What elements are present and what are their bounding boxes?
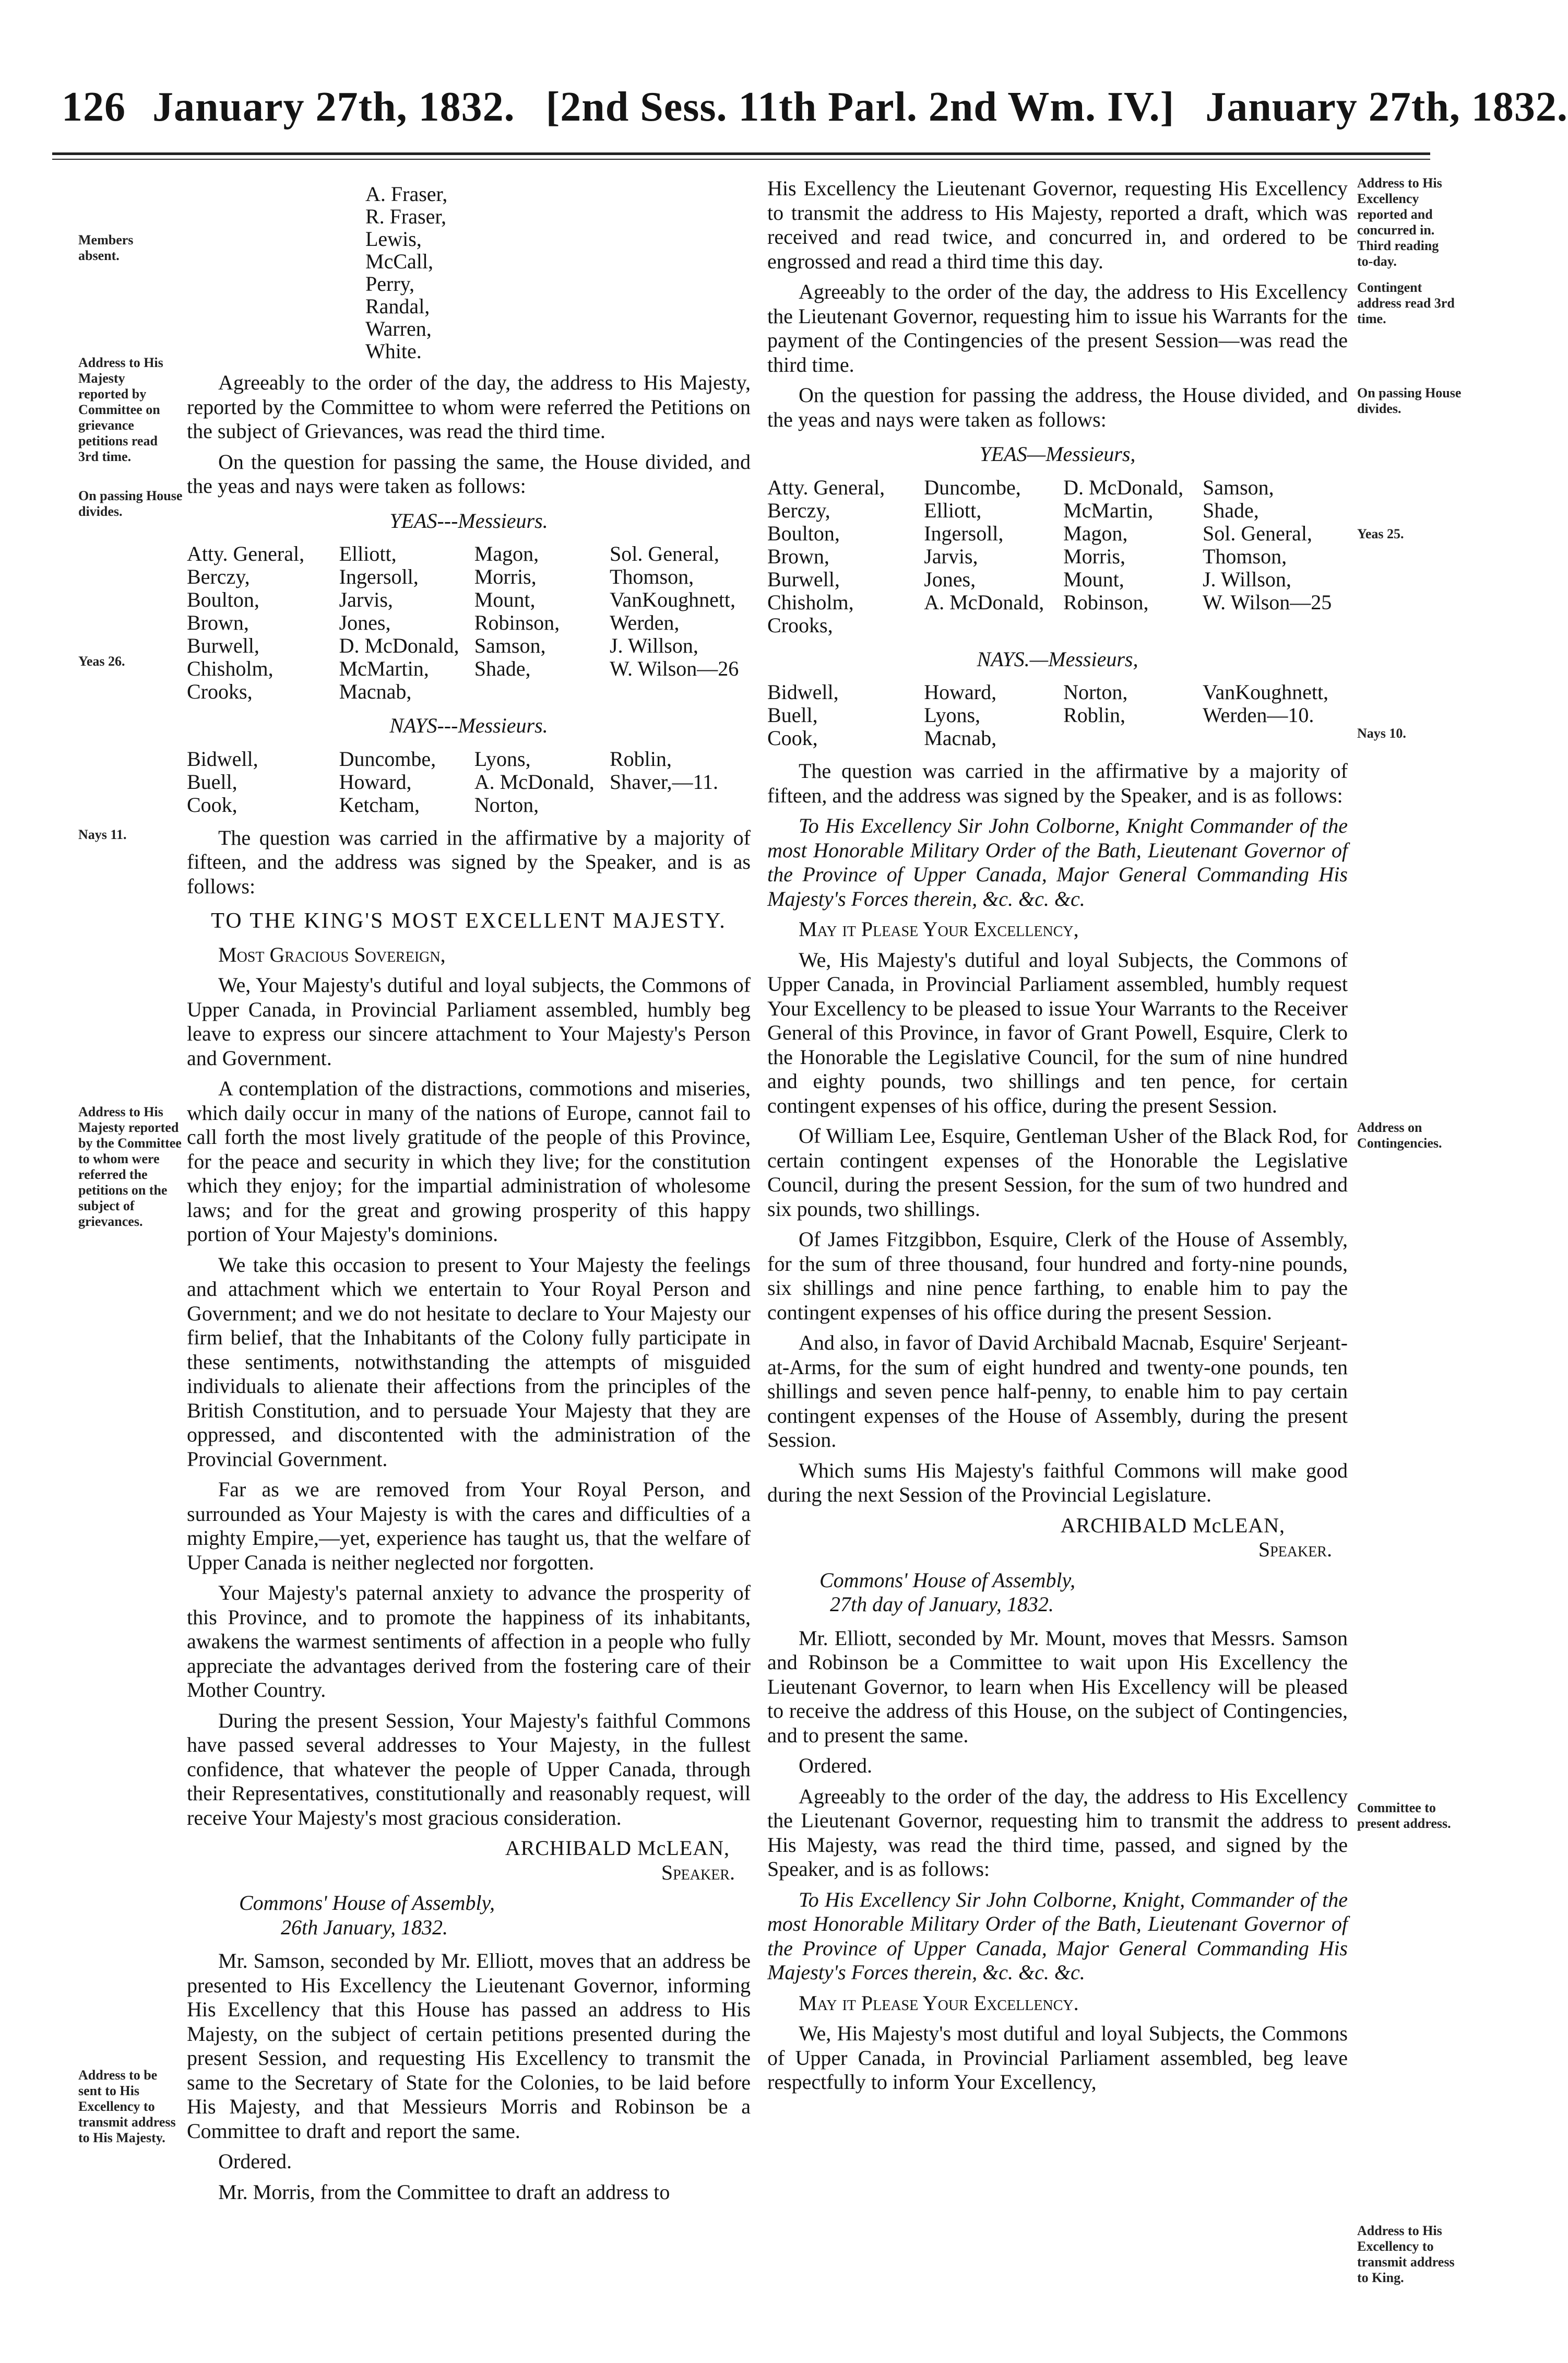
- vote-name: Sol. General,: [609, 542, 719, 565]
- dateline-date: 26th January, 1832.: [281, 1915, 448, 1939]
- salutation-excellency-2: May it Please Your Excellency.: [799, 1991, 1079, 2015]
- vote-name: Sol. General,: [1202, 521, 1312, 545]
- vote-name: Howard,: [339, 770, 412, 794]
- paragraph-morris: Mr. Morris, from the Committee to draft an address to: [218, 2180, 670, 2204]
- yeas-list: [187, 542, 751, 703]
- right-column: [767, 176, 1348, 2101]
- absent-member: R. Fraser,: [365, 205, 447, 228]
- vote-name: Atty. General,: [187, 542, 305, 565]
- vote-name: Bidwell,: [187, 747, 258, 771]
- vote-name: Boulton,: [767, 521, 840, 545]
- vote-name: Chisholm,: [187, 657, 274, 680]
- paragraph-question: On the question for passing the same, the House divided, and the yeas and nays were taken as follows:: [187, 450, 751, 498]
- vote-name: Burwell,: [187, 634, 259, 657]
- vote-name: Buell,: [767, 703, 818, 727]
- vote-name: Atty. General,: [767, 475, 885, 499]
- paragraph-excellency-1: We, His Majesty's dutiful and loyal Subjects, the Commons of Upper Canada, in Provincial Parliament assembled, humbly request Your Excellency to be pleased to issue Your Warrants to the Receiver General of this Province, in favor of Grant Powell, Esquire, Clerk to the Honorable the Legislative Council, for the sum of nine hundred and eighty pounds, two shillings and ten pence, for certain contingent expenses of his office, during the present Session.: [767, 948, 1348, 1117]
- vote-name: Cook,: [187, 793, 237, 817]
- absent-member: A. Fraser,: [365, 182, 448, 206]
- address-heading-2: To His Excellency Sir John Colborne, Knight, Commander of the most Honorable Military Order of the Bath, Lieutenant Governor of the Province of Upper Canada, Major General Commanding His Majesty's Forces therein, &c. &c. &c.: [767, 1887, 1348, 1984]
- vote-name: Shade,: [474, 657, 531, 680]
- vote-name: Morris,: [1063, 544, 1125, 568]
- running-header: [62, 84, 1568, 146]
- vote-name: Berczy,: [187, 565, 250, 588]
- dateline-house-2: Commons' House of Assembly,: [819, 1568, 1076, 1592]
- vote-name: J. Willson,: [609, 634, 698, 657]
- margin-note-contingencies: Address on Contingencies.: [1357, 1120, 1442, 1151]
- vote-name: Magon,: [474, 542, 539, 565]
- paragraph-agreeably-contingencies: Agreeably to the order of the day, the address to His Excellency the Lieutenant Governor, requesting him to issue his Warrants for the payment of the Contingencies of the present Session—was read the third time.: [767, 280, 1348, 376]
- paragraph-samson-motion: Mr. Samson, seconded by Mr. Elliott, moves that an address be presented to His Excellency the Lieutenant Governor, informing His Excellency that this House has passed an address to His Majesty, on the subject of certain petitions presented during the present Session, and requesting His Excellency to transmit the same to the Secretary of State for the Colonies, to be laid before His Majesty, and that Messieurs Morris and Robinson be a Committee to draft and report the same.: [187, 1949, 751, 2143]
- vote-name: Robinson,: [1063, 590, 1149, 614]
- margin-note-yeas-26: Yeas 26.: [78, 654, 125, 669]
- paragraph-carried-2: The question was carried in the affirmative by a majority of fifteen, and the address was signed by the Speaker, and is as follows:: [767, 759, 1348, 807]
- yeas-list-2: [767, 476, 1348, 637]
- address-heading-1: To His Excellency Sir John Colborne, Knight Commander of the most Honorable Military Order of the Bath, Lieutenant Governor of the Province of Upper Canada, Major General Commanding His Majesty's Forces therein, &c. &c. &c.: [767, 814, 1348, 911]
- paragraph-king-3: We take this occasion to present to Your Majesty the feelings and attachment which we entertain to Your Royal Person and Government; and we do not hesitate to declare to Your Majesty our firm belief, that the Inhabitants of the Colony fully participate in these sentiments, notwithstanding the attempts of misguided individuals to alienate their affections from the principles of the British Constitution, and to persuade Your Majesty that they are oppressed, and discontented with the administration of the Provincial Government.: [187, 1253, 751, 1471]
- margin-note-transmit-king: Address to His Excellency to transmit address to King.: [1357, 2223, 1455, 2285]
- margin-note-reported-concurred: Address to His Excellency reported and concurred in. Third reading to-day.: [1357, 175, 1442, 269]
- vote-name: Cook,: [767, 726, 818, 750]
- vote-name: Crooks,: [187, 680, 253, 703]
- nays-list: [187, 748, 751, 817]
- header-rule-thick: [52, 152, 1430, 155]
- vote-name: VanKoughnett,: [1202, 680, 1329, 704]
- vote-name: Jarvis,: [339, 588, 393, 611]
- address-title-king: TO THE KING'S MOST EXCELLENT MAJESTY.: [211, 909, 727, 933]
- vote-name: Ketcham,: [339, 793, 420, 817]
- signature-name: ARCHIBALD McLEAN,: [505, 1836, 730, 1860]
- vote-name: Jones,: [924, 567, 976, 591]
- paragraph-excellency-5: Which sums His Majesty's faithful Commons will make good during the next Session of the Provincial Legislature.: [767, 1458, 1348, 1506]
- vote-name: Robinson,: [474, 611, 560, 634]
- margin-note-passing-right: On passing House divides.: [1357, 385, 1462, 416]
- paragraph-king-1: We, Your Majesty's dutiful and loyal subjects, the Commons of Upper Canada, in Provincial Parliament assembled, humbly beg leave to express our sincere attachment to Your Majesty's Person and Government.: [187, 973, 751, 1070]
- vote-name: Magon,: [1063, 521, 1128, 545]
- paragraph-last: We, His Majesty's most dutiful and loyal Subjects, the Commons of Upper Canada, in Provincial Parliament assembled, beg leave respectfully to inform Your Excellency,: [767, 2022, 1348, 2094]
- vote-name: Mount,: [474, 588, 536, 611]
- margin-note-committee: Committee to present address.: [1357, 1800, 1451, 1831]
- dateline-date-2: 27th day of January, 1832.: [830, 1592, 1054, 1616]
- vote-name: Duncombe,: [339, 747, 436, 771]
- vote-name: W. Wilson—25: [1202, 590, 1332, 614]
- absent-member: White.: [365, 339, 422, 363]
- nays-list-2: [767, 681, 1348, 750]
- paragraph-agreeably: Agreeably to the order of the day, the address to His Majesty, reported by the Committee to whom were referred the Petitions on the subject of Grievances, was read the third time.: [187, 371, 751, 443]
- members-absent-list: [365, 183, 574, 362]
- vote-name: Buell,: [187, 770, 237, 794]
- dateline-2: [819, 1568, 1348, 1617]
- vote-name: Roblin,: [609, 747, 672, 771]
- vote-name: Ingersoll,: [339, 565, 419, 588]
- margin-note-yeas-25: Yeas 25.: [1357, 526, 1404, 541]
- vote-name: Shade,: [1202, 498, 1259, 522]
- vote-name: Norton,: [474, 793, 539, 817]
- vote-name: Macnab,: [339, 680, 412, 703]
- vote-name: Samson,: [474, 634, 546, 657]
- paragraph-king-4: Far as we are removed from Your Royal Person, and surrounded as Your Majesty is with the cares and difficulties of a mighty Empire,—yet, experience has taught us, that the welfare of Upper Canada is neither neglected nor forgotten.: [187, 1478, 751, 1574]
- vote-name: Ingersoll,: [924, 521, 1004, 545]
- absent-member: McCall,: [365, 250, 433, 273]
- vote-name: Morris,: [474, 565, 537, 588]
- vote-name: Brown,: [187, 611, 249, 634]
- yeas-heading-2: YEAS—Messieurs,: [979, 442, 1136, 466]
- vote-name: Bidwell,: [767, 680, 839, 704]
- signature-title-2: Speaker.: [1258, 1538, 1332, 1561]
- paragraph-king-6: During the present Session, Your Majesty's faithful Commons have passed several addresses to Your Majesty, in the fullest confidence, that whatever the people of Upper Canada, through their Representatives, constitutionally and reasonably request, will receive Your Majesty's most gracious consideration.: [187, 1708, 751, 1829]
- signature-name-2: ARCHIBALD McLEAN,: [1060, 1513, 1285, 1537]
- vote-name: Burwell,: [767, 567, 840, 591]
- absent-member: Warren,: [365, 317, 432, 340]
- margin-note-nays-11: Nays 11.: [78, 827, 127, 842]
- paragraph-king-2: A contemplation of the distractions, commotions and miseries, which daily occur in many of the nations of Europe, cannot fail to call forth the most lively gratitude of the people of this Province, for the peace and security in which they live; for the constitution which they enjoy; for the impartial administration of wholesome laws; and for the great and growing prosperity of this happy portion of Your Majesty's dominions.: [187, 1077, 751, 1246]
- paragraph-excellency-4: And also, in favor of David Archibald Macnab, Esquire' Serjeant-at-Arms, for the sum of eight hundred and twenty-one pounds, ten shillings and seven pence half-penny, to enable him to pay certain contingent expenses of the House of Assembly, during the present Session.: [767, 1331, 1348, 1451]
- page-number: 126: [62, 84, 126, 130]
- vote-name: D. McDonald,: [1063, 475, 1184, 499]
- paragraph-continued: His Excellency the Lieutenant Governor, requesting His Excellency to transmit the address to His Majesty, reported a draft, which was received and read twice, and concurred in, and ordered to be engrossed and read a third time this day.: [767, 176, 1348, 273]
- absent-member: Perry,: [365, 272, 415, 296]
- signature-title: Speaker.: [661, 1860, 735, 1884]
- yeas-heading: YEAS---Messieurs.: [389, 509, 548, 533]
- vote-name: W. Wilson—26: [609, 657, 739, 680]
- left-column: [187, 371, 751, 2211]
- vote-name: Thomson,: [609, 565, 694, 588]
- vote-name: Jones,: [339, 611, 391, 634]
- header-session: [2nd Sess. 11th Parl. 2nd Wm. IV.]: [545, 84, 1175, 130]
- vote-name: Norton,: [1063, 680, 1128, 704]
- margin-note-passing-left: On passing House divides.: [78, 488, 183, 519]
- header-date-right: January 27th, 1832.: [1205, 84, 1568, 130]
- vote-name: Lyons,: [924, 703, 981, 727]
- vote-name: Lyons,: [474, 747, 531, 771]
- margin-note-members-absent: Members absent.: [78, 232, 134, 263]
- header-rule-thin: [52, 159, 1430, 160]
- vote-name: McMartin,: [1063, 498, 1154, 522]
- vote-name: Jarvis,: [924, 544, 978, 568]
- vote-name: Elliott,: [924, 498, 982, 522]
- paragraph-elliott-motion: Mr. Elliott, seconded by Mr. Mount, moves that Messrs. Samson and Robinson be a Committee to wait upon His Excellency the Lieutenant Governor, to learn when His Excellency will be pleased to receive the address of this House, on the subject of Contingencies, and to present the same.: [767, 1626, 1348, 1747]
- vote-name: Thomson,: [1202, 544, 1287, 568]
- vote-name: Boulton,: [187, 588, 259, 611]
- vote-name: Shaver,—11.: [609, 770, 718, 794]
- dateline: [239, 1891, 751, 1940]
- dateline-house: Commons' House of Assembly,: [239, 1891, 495, 1915]
- ordered: Ordered.: [218, 2149, 292, 2173]
- vote-name: Crooks,: [767, 613, 833, 637]
- vote-name: Roblin,: [1063, 703, 1126, 727]
- vote-name: Brown,: [767, 544, 829, 568]
- paragraph-excellency-3: Of James Fitzgibbon, Esquire, Clerk of the House of Assembly, for the sum of three thousand, four hundred and forty-nine pounds, six shillings and nine pence farthing, to enable him to pay the contingent expenses of his office during the present Session.: [767, 1227, 1348, 1324]
- vote-name: A. McDonald,: [474, 770, 595, 794]
- margin-note-contingent-third: Contingent address read 3rd time.: [1357, 280, 1455, 326]
- vote-name: Werden,: [609, 611, 680, 634]
- vote-name: McMartin,: [339, 657, 429, 680]
- vote-name: Mount,: [1063, 567, 1124, 591]
- vote-name: J. Willson,: [1202, 567, 1291, 591]
- vote-name: Elliott,: [339, 542, 397, 565]
- vote-name: Howard,: [924, 680, 997, 704]
- paragraph-king-5: Your Majesty's paternal anxiety to advance the prosperity of this Province, and to promote the happiness of its inhabitants, awakens the warmest sentiments of affection in a people who fully appreciate the advantages derived from the fostering care of their Mother Country.: [187, 1581, 751, 1702]
- paragraph-agreeably-transmit: Agreeably to the order of the day, the address to His Excellency the Lieutenant Governor, requesting him to transmit the address to His Majesty, was read the third time, passed, and signed by the Speaker, and is as follows:: [767, 1784, 1348, 1881]
- margin-note-address-grievances: Address to His Majesty reported by the Committee to whom were referred the petitions on the subject of grievances.: [78, 1104, 182, 1229]
- paragraph-question-2: On the question for passing the address, the House divided, and the yeas and nays were taken as follows:: [767, 383, 1348, 431]
- vote-name: Duncombe,: [924, 475, 1021, 499]
- vote-name: A. McDonald,: [924, 590, 1044, 614]
- margin-note-address-sent: Address to be sent to His Excellency to transmit address to His Majesty.: [78, 2067, 176, 2145]
- nays-heading: NAYS---Messieurs.: [389, 714, 548, 737]
- margin-note-address-third-reading: Address to His Majesty reported by Committee on grievance petitions read 3rd time.: [78, 355, 163, 464]
- absent-member: Randal,: [365, 294, 430, 318]
- vote-name: Macnab,: [924, 726, 997, 750]
- vote-name: Chisholm,: [767, 590, 854, 614]
- absent-member: Lewis,: [365, 227, 422, 251]
- vote-name: Werden—10.: [1202, 703, 1314, 727]
- margin-note-nays-10: Nays 10.: [1357, 726, 1406, 741]
- nays-heading-2: NAYS.—Messieurs,: [977, 647, 1138, 671]
- paragraph-carried: The question was carried in the affirmative by a majority of fifteen, and the address was signed by the Speaker, and is as follows:: [187, 825, 751, 898]
- vote-name: Berczy,: [767, 498, 830, 522]
- vote-name: Samson,: [1202, 475, 1274, 499]
- salutation-king: Most Gracious Sovereign,: [218, 942, 446, 966]
- paragraph-excellency-2: Of William Lee, Esquire, Gentleman Usher of the Black Rod, for certain contingent expenses of the Honorable the Legislative Council, during the present Session, for the sum of two hundred and six pounds, two shillings.: [767, 1124, 1348, 1221]
- vote-name: D. McDonald,: [339, 634, 459, 657]
- header-date-left: January 27th, 1832.: [152, 84, 515, 130]
- salutation-excellency-1: May it Please Your Excellency,: [799, 917, 1079, 941]
- vote-name: VanKoughnett,: [609, 588, 736, 611]
- ordered-2: Ordered.: [799, 1754, 873, 1777]
